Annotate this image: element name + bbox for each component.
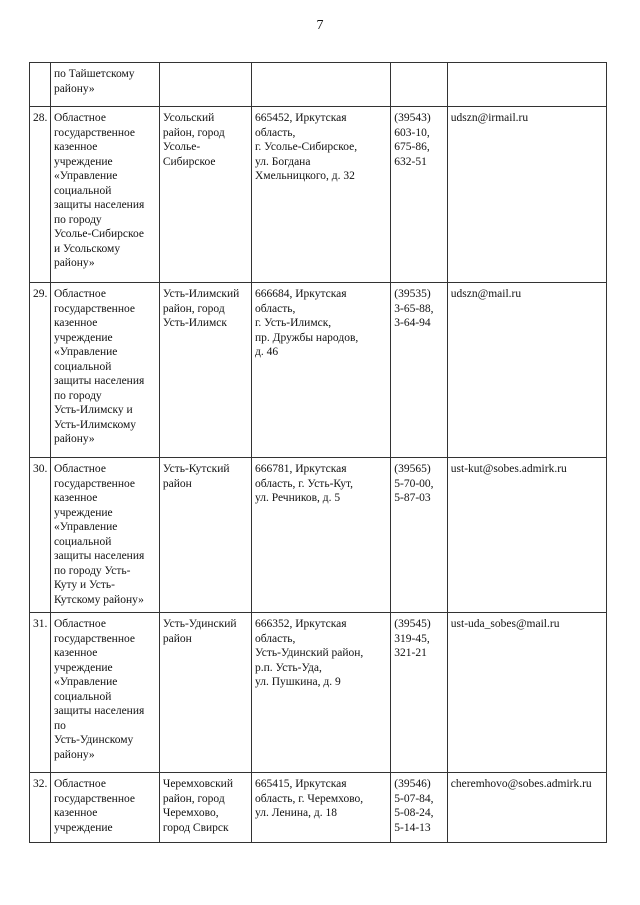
address: 665452, Иркутская область, г. Усолье-Сибирское, ул. Богдана Хмельницкого, д. 32 [251, 107, 390, 283]
phone: (39543) 603-10, 675-86, 632-51 [391, 107, 448, 283]
address: 666684, Иркутская область, г. Усть-Илимск, пр. Дружбы народов, д. 46 [251, 283, 390, 458]
institution-name: Областное государственное казенное учреждение [50, 773, 159, 843]
institution-name: Областное государственное казенное учреждение «Управление социальной защиты населения по городу Усолье-Сибирское и Усольскому району» [50, 107, 159, 283]
table-row [30, 613, 607, 773]
table-row [30, 773, 607, 843]
institution-name: Областное государственное казенное учреждение «Управление социальной защиты населения по Усть-Удинскому району» [50, 613, 159, 773]
address: 665415, Иркутская область, г. Черемхово, ул. Ленина, д. 18 [251, 773, 390, 843]
email: udszn@mail.ru [447, 283, 606, 458]
table-row [30, 107, 607, 283]
phone: (39546) 5-07-84, 5-08-24, 5-14-13 [391, 773, 448, 843]
table-row [30, 283, 607, 458]
address [251, 63, 390, 107]
row-number: 28. [30, 107, 51, 283]
district: Усольский район, город Усолье- Сибирское [159, 107, 251, 283]
address: 666781, Иркутская область, г. Усть-Кут, ул. Речников, д. 5 [251, 458, 390, 613]
phone [391, 63, 448, 107]
table-row [30, 458, 607, 613]
row-number: 31. [30, 613, 51, 773]
institution-name: Областное государственное казенное учреждение «Управление социальной защиты населения по городу Усть-Илимску и Усть-Илимскому району» [50, 283, 159, 458]
district: Усть-Удинский район [159, 613, 251, 773]
phone: (39565) 5-70-00, 5-87-03 [391, 458, 448, 613]
district: Усть-Илимский район, город Усть-Илимск [159, 283, 251, 458]
row-number: 29. [30, 283, 51, 458]
table-row [30, 63, 607, 107]
row-number: 30. [30, 458, 51, 613]
row-number: 32. [30, 773, 51, 843]
phone: (39545) 319-45, 321-21 [391, 613, 448, 773]
page-number: 7 [316, 18, 324, 33]
district: Черемховский район, город Черемхово, город Свирск [159, 773, 251, 843]
email: udszn@irmail.ru [447, 107, 606, 283]
address: 666352, Иркутская область, Усть-Удинский район, р.п. Усть-Уда, ул. Пушкина, д. 9 [251, 613, 390, 773]
email: cheremhovo@sobes.admirk.ru [447, 773, 606, 843]
email: ust-kut@sobes.admirk.ru [447, 458, 606, 613]
district [159, 63, 251, 107]
email [447, 63, 606, 107]
institution-name: по Тайшетскому району» [50, 63, 159, 107]
district: Усть-Кутский район [159, 458, 251, 613]
row-number [30, 63, 51, 107]
phone: (39535) 3-65-88, 3-64-94 [391, 283, 448, 458]
institutions-table [29, 62, 607, 843]
institution-name: Областное государственное казенное учреждение «Управление социальной защиты населения по городу Усть- Куту и Усть- Кутскому району» [50, 458, 159, 613]
email: ust-uda_sobes@mail.ru [447, 613, 606, 773]
